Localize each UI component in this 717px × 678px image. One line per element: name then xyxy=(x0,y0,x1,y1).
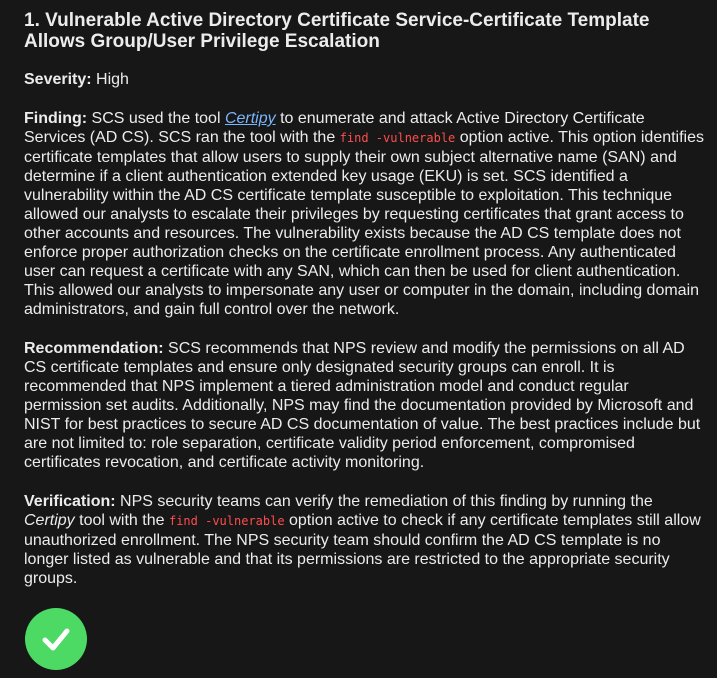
checkmark-icon xyxy=(25,608,87,670)
checkmark-glyph xyxy=(39,622,73,656)
severity-value: High xyxy=(91,71,129,88)
finding-paragraph xyxy=(24,109,704,319)
finding-text-3: option active. This option identifies certificate templates that allow users to supply their own subject alternative name (SAN) and determine if a client authentication extended key usage (EKU) is set. SCS identified a vulnerability within the AD CS certificate template susceptible to exploitation. This technique allowed our analysts to escalate their privileges by requesting certificates that grant access to other accounts and resources. The vulnerability exists because the AD CS template does not enforce proper authorization checks on the certificate enrollment process. Any authenticated user can request a certificate with any SAN, which can then be used for client authentication. This allowed our analysts to impersonate any user or computer in the domain, including domain administrators, and gain full control over the network. xyxy=(24,129,705,318)
severity-line xyxy=(24,70,704,89)
verification-paragraph xyxy=(24,492,704,588)
finding-text-1: SCS used the tool xyxy=(87,110,225,127)
verification-tool: Certipy xyxy=(24,512,75,529)
verification-code: find -vulnerable xyxy=(168,514,285,528)
certipy-link[interactable]: Certipy xyxy=(224,110,276,127)
finding-code: find -vulnerable xyxy=(339,131,456,145)
finding-document xyxy=(24,10,704,588)
verification-text-1: NPS security teams can verify the remediation of this finding by running the xyxy=(115,493,653,510)
finding-text-2: to enumerate and attack Active Directory Certificate Services (AD CS). SCS ran the tool with the xyxy=(24,110,645,146)
verification-text-3: option active to check if any certificate templates still allow unauthorized enrollment. The NPS security team should confirm the AD CS template is no longer listed as vulnerable and that its permissions are restricted to the appropriate security groups. xyxy=(24,512,701,587)
finding-label: Finding: xyxy=(24,110,88,127)
verification-text-2: tool with the xyxy=(74,512,169,529)
finding-title: 1. Vulnerable Active Directory Certificate Service-Certificate Template Allows Group/User Privilege Escalation xyxy=(24,10,650,52)
recommendation-text: SCS recommends that NPS review and modify the permissions on all AD CS certificate templates and ensure only designated security groups can enroll. It is recommended that NPS implement a tiered administration model and conduct regular permission set audits. Additionally, NPS may find the documentation provided by Microsoft and NIST for best practices to secure AD CS documentation of value. The best practices include but are not limited to: role separation, certificate validity period enforcement, compromised certificates revocation, and certificate activity monitoring. xyxy=(24,340,701,471)
recommendation-paragraph xyxy=(24,339,704,472)
verification-label: Verification: xyxy=(24,493,116,510)
recommendation-label: Recommendation: xyxy=(24,340,164,357)
severity-label: Severity: xyxy=(24,71,92,88)
